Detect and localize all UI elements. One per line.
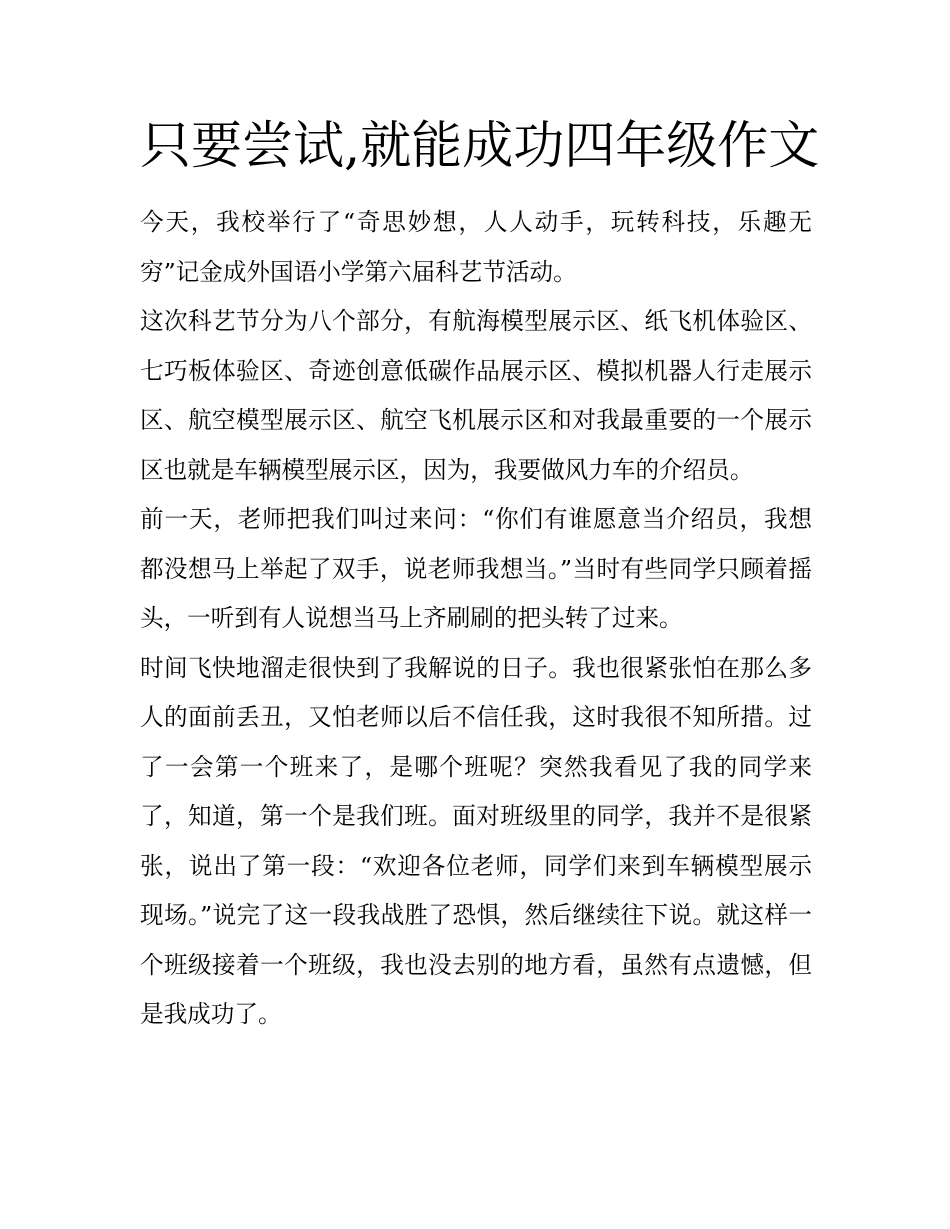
paragraph-4: 时间飞快地溜走很快到了我解说的日子。我也很紧张怕在那么多人的面前丢丑，又怕老师以后不信任我，这时我很不知所措。过了一会第一个班来了，是哪个班呢？突然我看见了我的同学来了，知道，第一个是我们班。面对班级里的同学，我并不是很紧张，说出了第一段：“欢迎各位老师，同学们来到车辆模型展示现场。”说完了这一段我战胜了恐惧，然后继续往下说。就这样一个班级接着一个班级，我也没去别的地方看，虽然有点遗憾，但是我成功了。 xyxy=(140,653,812,1028)
essay-title: 只要尝试,就能成功四年级作文 xyxy=(140,117,820,176)
paragraph-3: 前一天，老师把我们叫过来问：“你们有谁愿意当介绍员，我想都没想马上举起了双手，说老师我想当。”当时有些同学只顾着摇头，一听到有人说想当马上齐刷刷的把头转了过来。 xyxy=(140,505,812,632)
paragraph-1: 今天，我校举行了“奇思妙想，人人动手，玩转科技，乐趣无穷”记金成外国语小学第六届科艺节活动。 xyxy=(140,208,812,286)
document-page xyxy=(140,112,820,1040)
paragraph-2: 这次科艺节分为八个部分，有航海模型展示区、纸飞机体验区、七巧板体验区、奇迹创意低碳作品展示区、模拟机器人行走展示区、航空模型展示区、航空飞机展示区和对我最重要的一个展示区也就是车辆模型展示区，因为，我要做风力车的介绍员。 xyxy=(140,307,812,484)
